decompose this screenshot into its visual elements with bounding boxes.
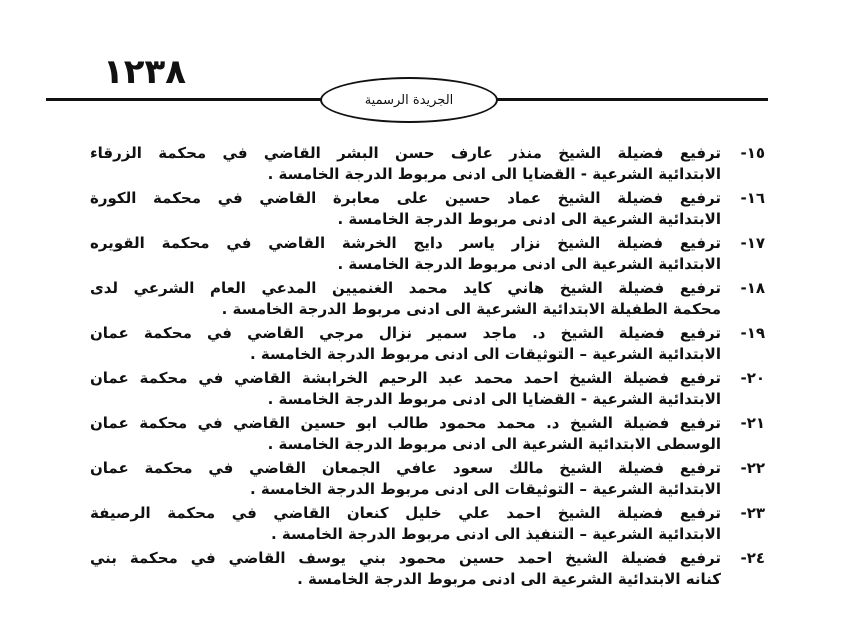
entry-line: الابتدائية الشرعية الى ادنى مربوط الدرجة الخامسة .: [337, 210, 721, 228]
entry-number: ٢١-: [740, 414, 765, 432]
entry-line: ترفيع فضيلة الشيخ نزار ياسر دايج الخرشة القاضي في محكمة القويره: [90, 234, 721, 252]
entries-list: [90, 143, 765, 593]
list-item: [90, 323, 765, 368]
list-item: [90, 503, 765, 548]
entry-line: الابتدائية الشرعية - القضايا الى ادنى مربوط الدرجة الخامسة .: [267, 165, 721, 183]
entry-text: [90, 368, 721, 410]
entry-number: ٢٤-: [740, 549, 765, 567]
entry-text: [90, 323, 721, 365]
list-item: [90, 233, 765, 278]
entry-number: ١٩-: [740, 324, 765, 342]
list-item: [90, 278, 765, 323]
entry-text: [90, 458, 721, 500]
entry-line: ترفيع فضيلة الشيخ عماد حسين على معابرة القاضي في محكمة الكورة: [90, 189, 721, 207]
entry-text: [90, 548, 721, 590]
entry-line: محكمة الطفيلة الابتدائية الشرعية الى ادنى مربوط الدرجة الخامسة .: [221, 300, 721, 318]
list-item: [90, 548, 765, 593]
entry-text: [90, 233, 721, 275]
entry-text: [90, 413, 721, 455]
entry-line: ترفيع فضيلة الشيخ احمد محمد عبد الرحيم الخرابشة القاضي في محكمة عمان: [90, 369, 721, 387]
entry-line: الابتدائية الشرعية الى ادنى مربوط الدرجة الخامسة .: [337, 255, 721, 273]
entry-text: [90, 278, 721, 320]
entry-number: ١٧-: [740, 234, 765, 252]
entry-line: ترفيع فضيلة الشيخ منذر عارف حسن البشر القاضي في محكمة الزرقاء: [90, 144, 721, 162]
entry-line: ترفيع فضيلة الشيخ مالك سعود عافي الجمعان القاضي في محكمة عمان: [90, 459, 721, 477]
list-item: [90, 188, 765, 233]
entry-line: ترفيع فضيلة الشيخ احمد علي خليل كنعان القاضي في محكمة الرصيفة: [90, 504, 721, 522]
entry-text: [90, 143, 721, 185]
entry-number: ٢٢-: [740, 459, 765, 477]
entry-number: ١٨-: [740, 279, 765, 297]
entry-line: الابتدائية الشرعية – التوثيقات الى ادنى مربوط الدرجة الخامسة .: [250, 345, 721, 363]
list-item: [90, 368, 765, 413]
entry-number: ١٦-: [740, 189, 765, 207]
list-item: [90, 143, 765, 188]
entry-line: ترفيع فضيلة الشيخ هاني كايد محمد الغنميين المدعي العام الشرعي لدى: [90, 279, 721, 297]
entry-number: ٢٠-: [740, 369, 765, 387]
entry-line: الابتدائية الشرعية - القضايا الى ادنى مربوط الدرجة الخامسة .: [267, 390, 721, 408]
entry-text: [90, 503, 721, 545]
entry-text: [90, 188, 721, 230]
entry-number: ٢٣-: [740, 504, 765, 522]
entry-number: ١٥-: [740, 144, 765, 162]
entry-line: الابتدائية الشرعية – التوثيقات الى ادنى مربوط الدرجة الخامسة .: [250, 480, 721, 498]
entry-line: الابتدائية الشرعية – التنفيذ الى ادنى مربوط الدرجة الخامسة .: [270, 525, 721, 543]
list-item: [90, 458, 765, 503]
entry-line: ترفيع فضيلة الشيخ احمد حسين محمود بني يوسف القاضي في محكمة بني: [90, 549, 721, 567]
entry-line: كنانه الابتدائية الشرعية الى ادنى مربوط الدرجة الخامسة .: [297, 570, 721, 588]
entry-line: ترفيع فضيلة الشيخ د. ماجد سمير نزال مرجي القاضي في محكمة عمان: [90, 324, 721, 342]
publication-title: الجريدة الرسمية: [364, 92, 454, 108]
entry-line: الوسطى الابتدائية الشرعية الى ادنى مربوط الدرجة الخامسة .: [267, 435, 721, 453]
list-item: [90, 413, 765, 458]
page-number: ١٢٣٨: [103, 52, 187, 92]
publication-oval: [320, 77, 498, 123]
entry-line: ترفيع فضيلة الشيخ د. محمد محمود طالب ابو حسين القاضي في محكمة عمان: [90, 414, 721, 432]
